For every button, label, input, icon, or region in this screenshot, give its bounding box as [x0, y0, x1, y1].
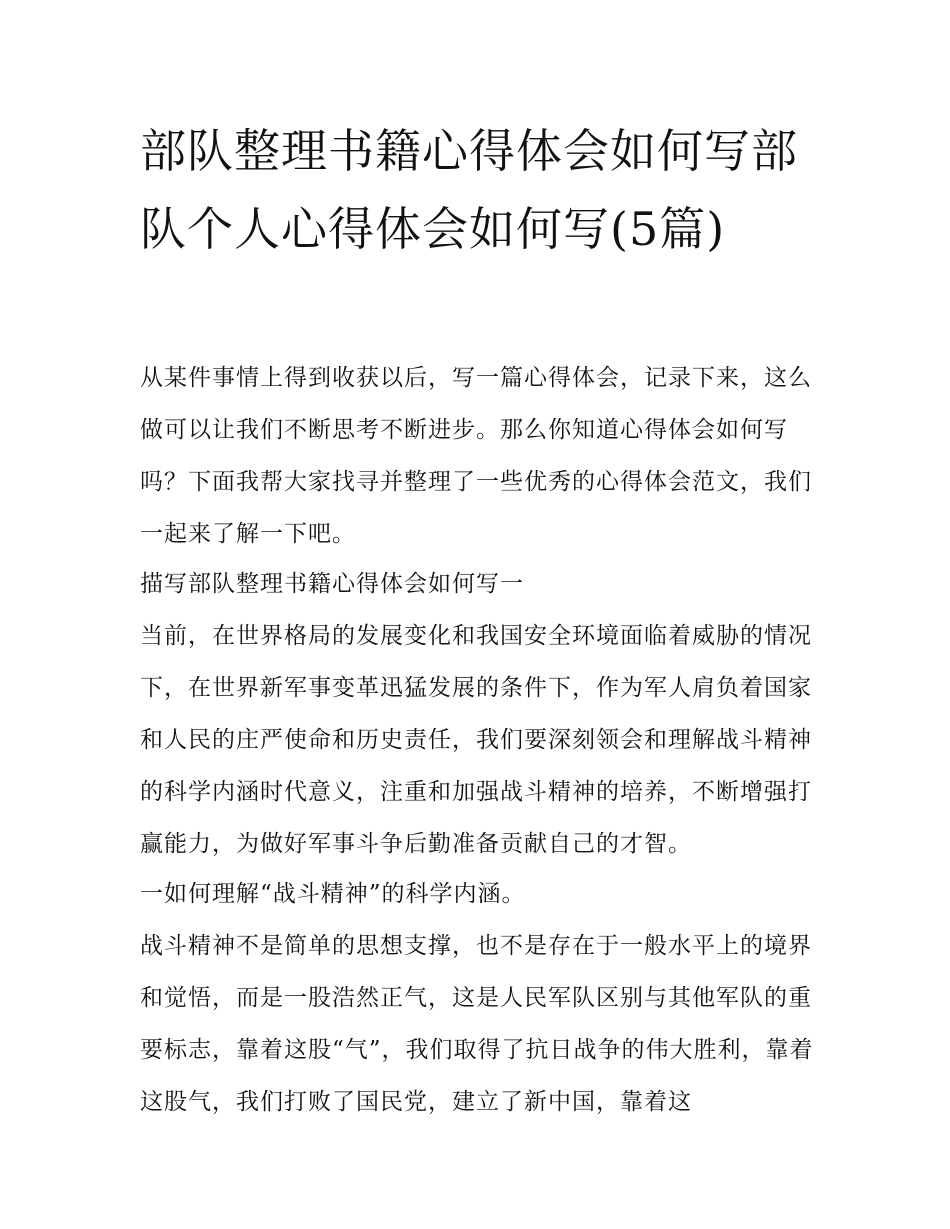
section-heading: 描写部队整理书籍心得体会如何写一	[140, 571, 524, 597]
document-body	[140, 352, 820, 1128]
body-paragraph-2: 战斗精神不是简单的思想支撑，也不是存在于一般水平上的境界和觉悟，而是一股浩然正气，这是人民军队区别与其他军队的重要标志，靠着这股“气”，我们取得了抗日战争的伟大胜利，靠着这股气，我们打败了国民党，建立了新中国，靠着这	[140, 933, 814, 1115]
body-paragraph-1: 当前，在世界格局的发展变化和我国安全环境面临着威胁的情况下，在世界新军事变革迅猛发展的条件下，作为军人肩负着国家和人民的庄严使命和历史责任，我们要深刻领会和理解战斗精神的科学内涵时代意义，注重和加强战斗精神的培养，不断增强打赢能力，为做好军事斗争后勤准备贡献自己的才智。	[140, 623, 812, 857]
sub-heading: 一如何理解“战斗精神”的科学内涵。	[140, 881, 526, 907]
document-title: 部队整理书籍心得体会如何写部队个人心得体会如何写(5篇)	[140, 124, 798, 256]
intro-paragraph: 从某件事情上得到收获以后，写一篇心得体会，记录下来，这么做可以让我们不断思考不断进步。那么你知道心得体会如何写吗？下面我帮大家找寻并整理了一些优秀的心得体会范文，我们一起来了解一下吧。	[140, 365, 812, 547]
